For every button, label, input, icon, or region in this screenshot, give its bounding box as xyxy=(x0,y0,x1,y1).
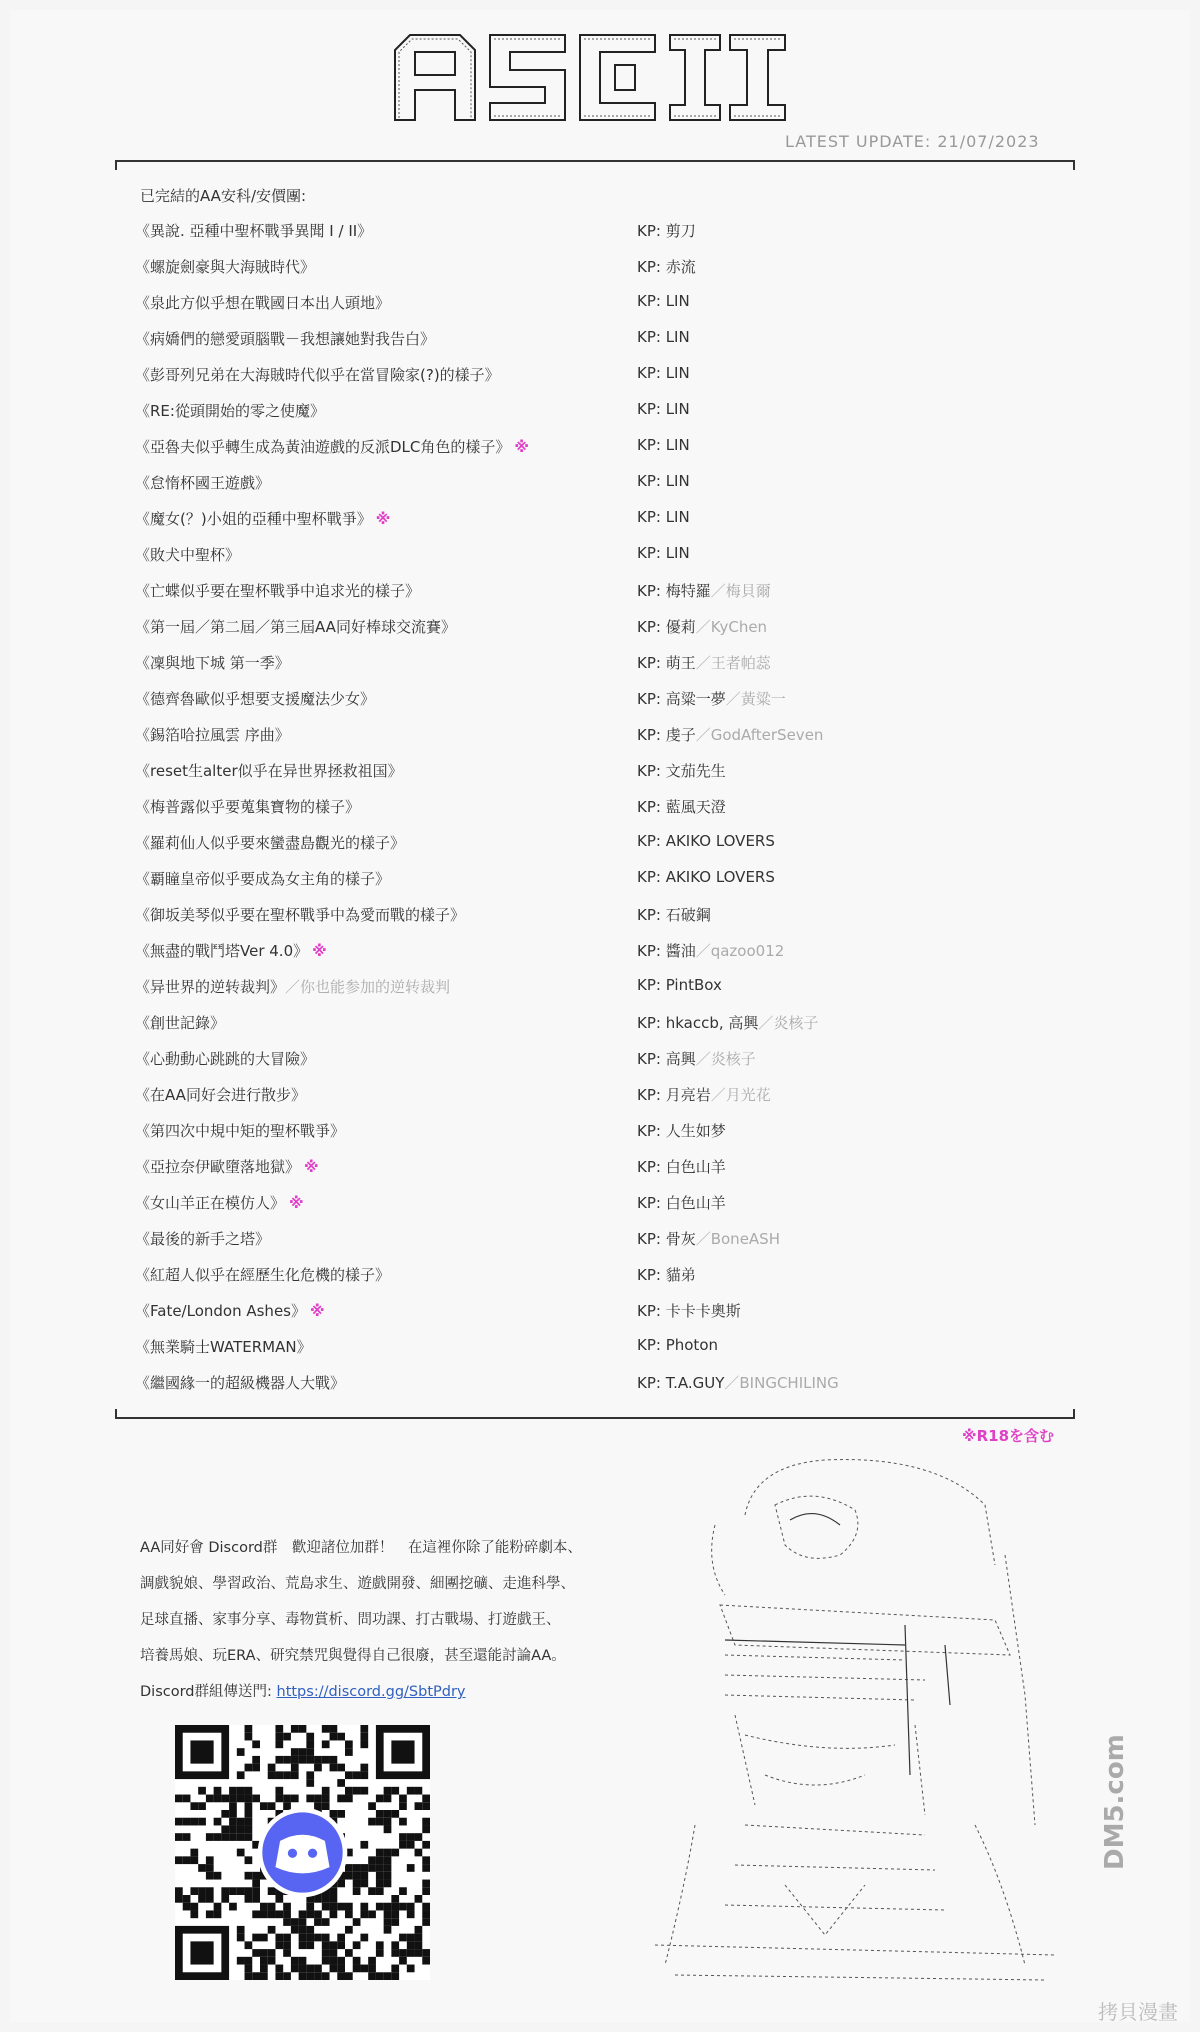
entry-kp xyxy=(637,1264,696,1285)
list-item xyxy=(135,796,1035,832)
r18-mark: ※ xyxy=(309,1302,325,1320)
entry-kp-text: KP: LIN xyxy=(637,472,690,490)
entry-kp xyxy=(637,1120,726,1141)
list-item xyxy=(135,1300,1035,1336)
list-item xyxy=(135,760,1035,796)
entry-title-text: 《羅莉仙人似乎要來蠻盡島觀光的樣子》 xyxy=(135,834,406,852)
entry-title-text: 《亞魯夫似乎轉生成為黃油遊戲的反派DLC角色的樣子》 xyxy=(135,438,511,456)
list-item xyxy=(135,616,1035,652)
entry-kp-text: KP: LIN xyxy=(637,292,690,310)
entry-kp-text: KP: 優莉 xyxy=(637,618,696,636)
entry-title-text: 《Fate/London Ashes》 xyxy=(135,1302,306,1320)
entry-title xyxy=(135,1048,315,1069)
entry-kp-text: KP: LIN xyxy=(637,328,690,346)
entry-kp xyxy=(637,652,771,673)
entry-kp xyxy=(637,292,690,310)
entry-title-text: 《reset生alter似乎在异世界拯救祖国》 xyxy=(135,762,403,780)
entry-title xyxy=(135,1336,312,1357)
entry-list xyxy=(135,220,1035,1408)
entry-kp-text: KP: 白色山羊 xyxy=(637,1194,726,1212)
entry-kp-text: KP: 虔子 xyxy=(637,726,696,744)
list-item xyxy=(135,1156,1035,1192)
r18-mark: ※ xyxy=(289,1194,304,1212)
entry-kp xyxy=(637,616,767,637)
list-item xyxy=(135,1372,1035,1408)
promo-line-3: 足球直播、家事分享、毒物賞析、問功課、打古戰場、打遊戲王、 xyxy=(140,1612,561,1628)
entry-kp-alt: ／月光花 xyxy=(710,1086,771,1104)
discord-promo xyxy=(140,1530,620,1710)
list-item xyxy=(135,688,1035,724)
entry-title-text: 《在AA同好会进行散步》 xyxy=(135,1086,306,1104)
entry-title xyxy=(135,940,327,961)
entry-title-text: 《亡蝶似乎要在聖杯戰爭中追求光的樣子》 xyxy=(135,582,421,600)
entry-title-text: 《螺旋劍豪與大海賊時代》 xyxy=(135,258,316,276)
entry-title xyxy=(135,508,390,529)
entry-kp xyxy=(637,1048,756,1069)
entry-title-text: 《御坂美琴似乎要在聖杯戰爭中為愛而戰的樣子》 xyxy=(135,906,466,924)
entry-title-text: 《最後的新手之塔》 xyxy=(135,1230,271,1248)
entry-title-text: 《亞拉奈伊歐墮落地獄》 xyxy=(135,1158,301,1176)
entry-title xyxy=(135,760,403,781)
promo-line-1: AA同好會 Discord群 歡迎諸位加群！ 在這裡你除了能粉碎劇本、 xyxy=(140,1540,582,1556)
entry-kp-text: KP: LIN xyxy=(637,544,690,562)
entry-kp-text: KP: 萌王 xyxy=(637,654,696,672)
ascii-logo xyxy=(390,30,790,130)
promo-link-label: Discord群組傳送門: xyxy=(140,1684,277,1700)
entry-kp xyxy=(637,976,722,994)
entry-kp-text: KP: 月亮岩 xyxy=(637,1086,711,1104)
entry-kp-text: KP: T.A.GUY xyxy=(637,1374,725,1392)
list-item xyxy=(135,1264,1035,1300)
entry-kp xyxy=(637,400,690,418)
list-item xyxy=(135,1012,1035,1048)
entry-kp-text: KP: 醬油 xyxy=(637,942,696,960)
entry-title xyxy=(135,400,325,421)
entry-kp-text: KP: 梅特羅 xyxy=(637,582,711,600)
entry-kp xyxy=(637,832,775,850)
entry-kp xyxy=(637,868,775,886)
list-item xyxy=(135,724,1035,760)
entry-title-text: 《德齊魯歐似乎想要支援魔法少女》 xyxy=(135,690,376,708)
entry-kp xyxy=(637,580,771,601)
entry-title-text: 《無業騎士WATERMAN》 xyxy=(135,1338,312,1356)
entry-title xyxy=(135,724,290,745)
entry-title xyxy=(135,256,315,277)
list-item xyxy=(135,1084,1035,1120)
entry-title-text: 《魔女(？)小姐的亞種中聖杯戰爭》 xyxy=(135,510,372,528)
entry-title-text: 《創世記錄》 xyxy=(135,1014,226,1032)
entry-kp-alt: ／王者帕蕊 xyxy=(695,654,771,672)
list-item xyxy=(135,400,1035,436)
entry-title xyxy=(135,1192,304,1213)
entry-title-text: 《第四次中規中矩的聖杯戰爭》 xyxy=(135,1122,346,1140)
entry-kp-text: KP: 人生如梦 xyxy=(637,1122,726,1140)
entry-title xyxy=(135,1120,345,1141)
entry-kp-text: KP: 卡卡卡奧斯 xyxy=(637,1302,741,1320)
watermark-copy: 拷貝漫畫 xyxy=(1098,2000,1178,2024)
list-item xyxy=(135,1192,1035,1228)
entry-kp-alt: ／BoneASH xyxy=(695,1230,780,1248)
entry-kp xyxy=(637,220,696,241)
entry-kp xyxy=(637,1336,718,1354)
entry-kp-alt: ／GodAfterSeven xyxy=(695,726,824,744)
list-item xyxy=(135,1120,1035,1156)
entry-kp xyxy=(637,796,726,817)
list-item xyxy=(135,472,1035,508)
promo-link-line xyxy=(140,1674,620,1710)
entry-kp-alt: ／炎核子 xyxy=(758,1014,819,1032)
list-item xyxy=(135,328,1035,364)
entry-kp xyxy=(637,1228,780,1249)
ascii-art-figure xyxy=(625,1445,1095,1990)
entry-title xyxy=(135,652,290,673)
watermark-dm5: DM5.com xyxy=(1100,1734,1130,1870)
entry-kp xyxy=(637,256,696,277)
entry-title xyxy=(135,364,500,385)
list-item xyxy=(135,220,1035,256)
promo-line-2: 調戲貌娘、學習政治、荒島求生、遊戲開發、細團挖礦、走進科學、 xyxy=(140,1576,575,1592)
entry-title xyxy=(135,1084,306,1105)
list-item xyxy=(135,364,1035,400)
entry-title-text: 《怠惰杯國王遊戲》 xyxy=(135,474,271,492)
entry-title-text: 《紅超人似乎在經歷生化危機的樣子》 xyxy=(135,1266,391,1284)
list-item xyxy=(135,256,1035,292)
entry-kp-text: KP: LIN xyxy=(637,436,690,454)
entry-title xyxy=(135,868,390,889)
r18-mark: ※ xyxy=(375,510,391,528)
entry-kp-alt: ／黃粱一 xyxy=(725,690,786,708)
entry-kp xyxy=(637,472,690,490)
promo-line-4: 培養馬娘、玩ERA、研究禁咒與覺得自己很廢，甚至還能討論AA。 xyxy=(140,1648,566,1664)
entry-title-text: 《彭哥列兄弟在大海賊時代似乎在當冒險家(?)的樣子》 xyxy=(135,366,500,384)
entry-title xyxy=(135,1300,325,1321)
entry-kp-text: KP: 石破鋼 xyxy=(637,906,711,924)
entry-kp-alt: ／qazoo012 xyxy=(695,942,785,960)
entry-title xyxy=(135,1012,225,1033)
r18-mark: ※ xyxy=(312,942,327,960)
list-item xyxy=(135,436,1035,472)
entry-title xyxy=(135,292,390,313)
entry-title xyxy=(135,1156,319,1177)
entry-kp-alt: ／KyChen xyxy=(695,618,768,636)
entry-title xyxy=(135,904,465,925)
entry-title xyxy=(135,436,529,457)
entry-kp xyxy=(637,1084,771,1105)
r18-mark: ※ xyxy=(514,438,529,456)
entry-kp xyxy=(637,508,690,526)
list-item xyxy=(135,904,1035,940)
entry-kp xyxy=(637,1300,741,1321)
entry-title xyxy=(135,832,405,853)
entry-title xyxy=(135,472,270,493)
entry-title-text: 《异世界的逆转裁判》 xyxy=(135,978,286,996)
entry-kp xyxy=(637,940,784,961)
bottom-divider xyxy=(115,1417,1075,1419)
entry-kp-text: KP: LIN xyxy=(637,364,690,382)
entry-title xyxy=(135,688,375,709)
entry-kp-text: KP: 貓弟 xyxy=(637,1266,696,1284)
entry-title-alt: ／你也能参加的逆转裁判 xyxy=(285,978,451,996)
entry-kp xyxy=(637,724,823,745)
entry-title-text: 《病嬌們的戀愛頭腦戰－我想讓她對我告白》 xyxy=(135,330,436,348)
entry-title-text: 《異說. 亞種中聖杯戰爭異聞 I / II》 xyxy=(135,222,373,240)
entry-kp-text: KP: PintBox xyxy=(637,976,722,994)
entry-kp-text: KP: Photon xyxy=(637,1336,718,1354)
latest-update: LATEST UPDATE: 21/07/2023 xyxy=(785,132,1040,151)
entry-kp xyxy=(637,1192,726,1213)
entry-title xyxy=(135,1264,390,1285)
entry-title xyxy=(135,1228,270,1249)
entry-kp xyxy=(637,1156,726,1177)
list-heading: 已完結的AA安科/安價團: xyxy=(140,187,307,205)
entry-kp-text: KP: 剪刀 xyxy=(637,222,696,240)
entry-kp xyxy=(637,544,690,562)
entry-kp xyxy=(637,1012,818,1033)
entry-title xyxy=(135,220,372,241)
entry-title xyxy=(135,544,240,565)
entry-kp-text: KP: 赤流 xyxy=(637,258,696,276)
list-item xyxy=(135,580,1035,616)
entry-title-text: 《第一屆／第二屆／第三屆AA同好棒球交流賽》 xyxy=(135,618,456,636)
entry-kp-alt: ／梅貝爾 xyxy=(710,582,771,600)
top-divider xyxy=(115,160,1075,162)
entry-title xyxy=(135,580,420,601)
entry-title-text: 《無盡的戰鬥塔Ver 4.0》 xyxy=(135,942,309,960)
discord-qr-code xyxy=(175,1725,430,1980)
entry-title xyxy=(135,1372,345,1393)
entry-title-text: 《RE:從頭開始的零之使魔》 xyxy=(135,402,325,420)
list-item xyxy=(135,976,1035,1012)
list-item xyxy=(135,1228,1035,1264)
entry-title-text: 《泉此方似乎想在戰國日本出人頭地》 xyxy=(135,294,391,312)
entry-kp xyxy=(637,760,726,781)
entry-kp-text: KP: AKIKO LOVERS xyxy=(637,868,775,886)
entry-title-text: 《女山羊正在模仿人》 xyxy=(135,1194,286,1212)
entry-title-text: 《覇瞳皇帝似乎要成為女主角的樣子》 xyxy=(135,870,391,888)
r18-note: ※R18を含む xyxy=(962,1427,1055,1445)
list-item xyxy=(135,544,1035,580)
entry-kp xyxy=(637,328,690,346)
entry-title-text: 《錫箔哈拉風雲 序曲》 xyxy=(135,726,290,744)
entry-title-text: 《凜與地下城 第一季》 xyxy=(135,654,290,672)
entry-kp xyxy=(637,1372,839,1393)
entry-kp-alt: ／炎核子 xyxy=(695,1050,756,1068)
list-item xyxy=(135,292,1035,328)
entry-title-text: 《心動動心跳跳的大冒險》 xyxy=(135,1050,316,1068)
list-item xyxy=(135,1336,1035,1372)
entry-title xyxy=(135,976,450,997)
entry-kp-text: KP: 白色山羊 xyxy=(637,1158,726,1176)
entry-kp xyxy=(637,688,786,709)
list-item xyxy=(135,868,1035,904)
entry-kp-text: KP: hkaccb, 高興 xyxy=(637,1014,759,1032)
entry-kp-text: KP: 文茄先生 xyxy=(637,762,726,780)
entry-kp xyxy=(637,436,690,454)
entry-title-text: 《繼國緣一的超級機器人大戰》 xyxy=(135,1374,346,1392)
list-item xyxy=(135,832,1035,868)
entry-kp-text: KP: 高興 xyxy=(637,1050,696,1068)
entry-kp-alt: ／BINGCHILING xyxy=(724,1374,839,1392)
entry-title xyxy=(135,616,456,637)
entry-kp-text: KP: LIN xyxy=(637,400,690,418)
list-item xyxy=(135,1048,1035,1084)
entry-kp-text: KP: 骨灰 xyxy=(637,1230,696,1248)
discord-link[interactable]: https://discord.gg/SbtPdry xyxy=(276,1684,466,1700)
entry-kp xyxy=(637,364,690,382)
entry-title xyxy=(135,796,360,817)
entry-title-text: 《梅普露似乎要蒐集寶物的樣子》 xyxy=(135,798,361,816)
entry-kp-text: KP: 藍風天澄 xyxy=(637,798,726,816)
list-item xyxy=(135,652,1035,688)
list-item xyxy=(135,940,1035,976)
r18-mark: ※ xyxy=(304,1158,319,1176)
entry-kp xyxy=(637,904,711,925)
entry-kp-text: KP: 高粱一夢 xyxy=(637,690,726,708)
entry-kp-text: KP: LIN xyxy=(637,508,690,526)
entry-kp-text: KP: AKIKO LOVERS xyxy=(637,832,775,850)
list-item xyxy=(135,508,1035,544)
entry-title xyxy=(135,328,435,349)
entry-title-text: 《敗犬中聖杯》 xyxy=(135,546,241,564)
